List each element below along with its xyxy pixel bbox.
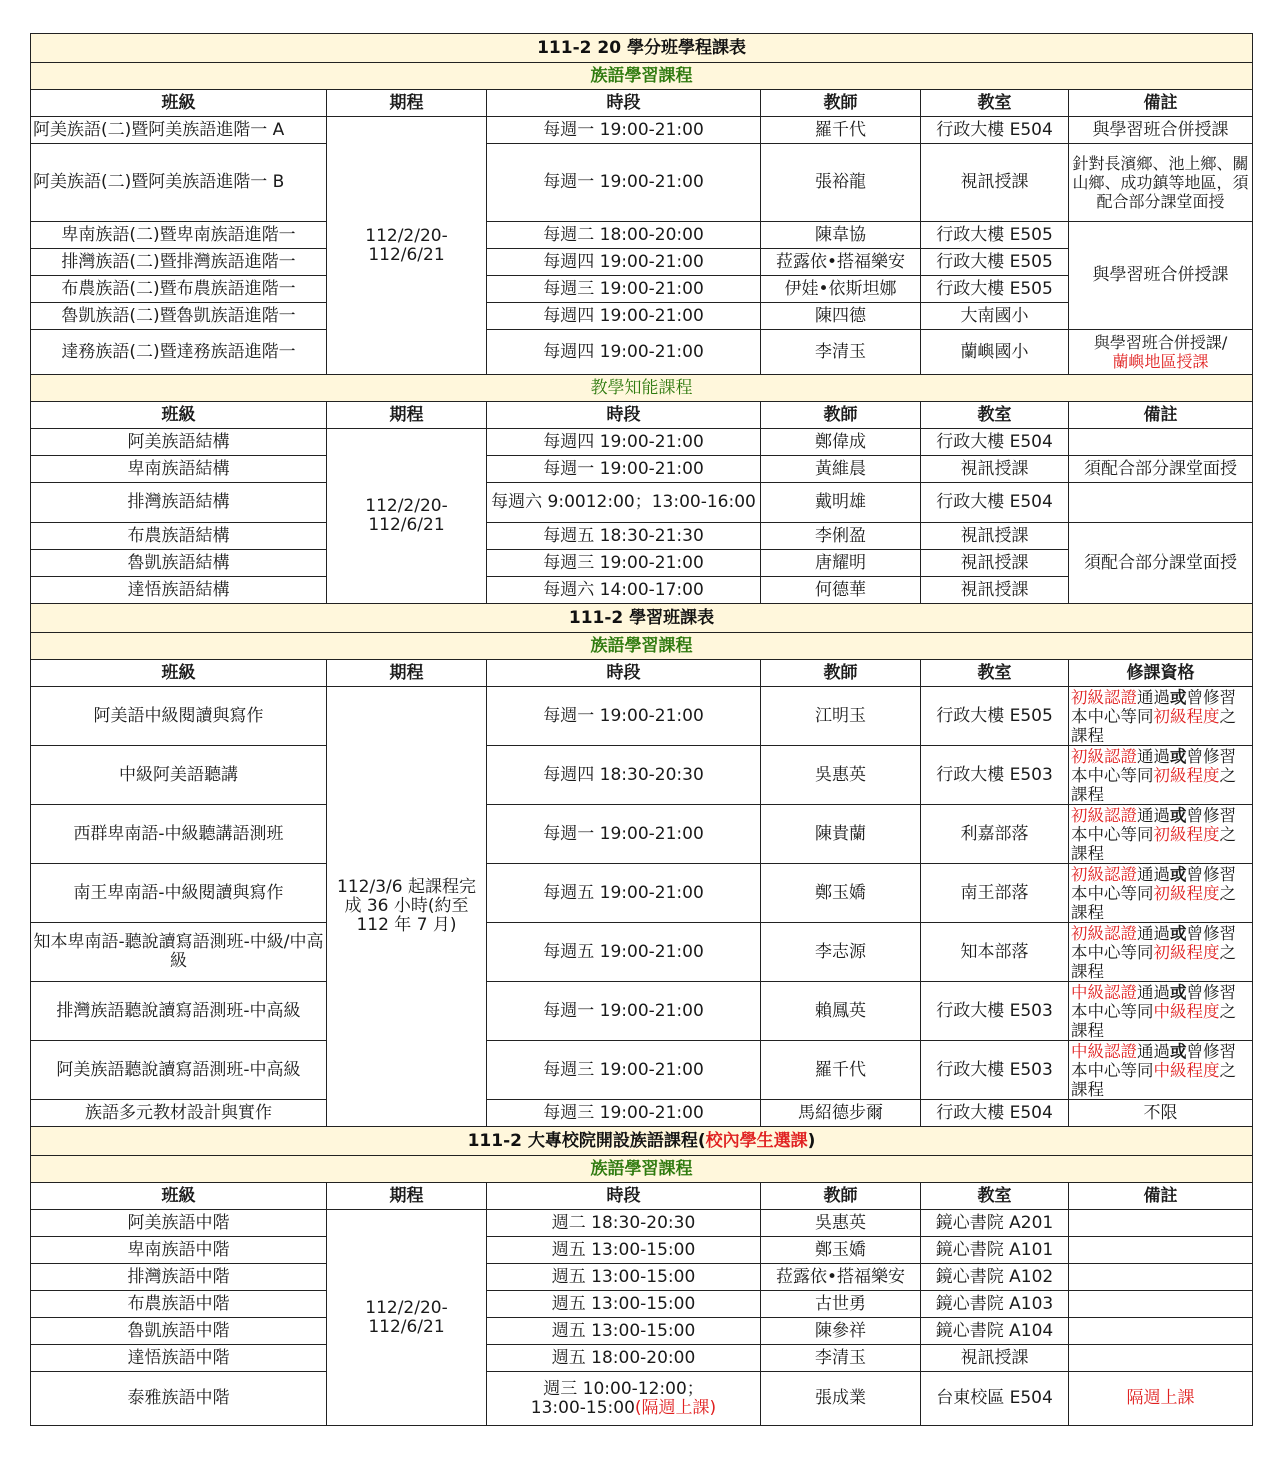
class-name: 排灣族語中階 bbox=[31, 1264, 327, 1291]
qual-or: 或 bbox=[1170, 805, 1187, 825]
room-cell: 行政大樓 E505 bbox=[921, 687, 1069, 746]
table-row bbox=[31, 1264, 1253, 1291]
qual-text: 之課程 bbox=[1071, 765, 1236, 804]
level-cert: 中級認證 bbox=[1071, 1041, 1137, 1061]
note-cell bbox=[1069, 1237, 1253, 1264]
teacher-cell: 李志源 bbox=[761, 923, 921, 982]
level-name: 初級程度 bbox=[1153, 765, 1220, 785]
table-row bbox=[31, 456, 1253, 483]
teacher-cell: 張成業 bbox=[761, 1372, 921, 1426]
table-row bbox=[31, 483, 1253, 523]
qual-or: 或 bbox=[1170, 687, 1187, 707]
room-cell: 視訊授課 bbox=[921, 456, 1069, 483]
class-name: 中級阿美語聽講 bbox=[31, 746, 327, 805]
table-row bbox=[31, 222, 1253, 249]
teacher-cell: 陳四德 bbox=[761, 303, 921, 330]
qual-text: 之課程 bbox=[1071, 706, 1236, 745]
class-name: 阿美族語(二)暨阿美族語進階一 B bbox=[31, 144, 327, 222]
schedule-table bbox=[30, 33, 1253, 1426]
room-cell: 視訊授課 bbox=[921, 523, 1069, 550]
level-name: 中級程度 bbox=[1153, 1001, 1220, 1021]
teacher-cell: 鄭偉成 bbox=[761, 429, 921, 456]
time-cell: 每週五 18:30-21:30 bbox=[487, 523, 761, 550]
room-cell: 南王部落 bbox=[921, 864, 1069, 923]
period-cell: 112/2/20-112/6/21 bbox=[327, 1210, 487, 1426]
note-cell bbox=[1069, 1291, 1253, 1318]
header-time: 時段 bbox=[487, 402, 761, 429]
qualification-cell bbox=[1069, 746, 1253, 805]
room-cell: 大南國小 bbox=[921, 303, 1069, 330]
teacher-cell: 伊娃•依斯坦娜 bbox=[761, 276, 921, 303]
class-name: 南王卑南語-中級閱讀與寫作 bbox=[31, 864, 327, 923]
time-text: 13:00-15:00 bbox=[530, 1397, 635, 1418]
note-cell: 與學習班合併授課 bbox=[1069, 117, 1253, 144]
class-name: 卑南族語中階 bbox=[31, 1237, 327, 1264]
header-teacher: 教師 bbox=[761, 1183, 921, 1210]
qual-text: 曾修習本中心等同 bbox=[1071, 687, 1236, 726]
header-room: 教室 bbox=[921, 402, 1069, 429]
header-time: 時段 bbox=[487, 1183, 761, 1210]
teacher-cell: 李清玉 bbox=[761, 330, 921, 375]
time-cell: 每週四 19:00-21:00 bbox=[487, 303, 761, 330]
teacher-cell: 李清玉 bbox=[761, 1345, 921, 1372]
header-note: 備註 bbox=[1069, 402, 1253, 429]
period-cell: 112/3/6 起課程完成 36 小時(約至 112 年 7 月) bbox=[327, 687, 487, 1127]
time-cell: 每週四 18:30-20:30 bbox=[487, 746, 761, 805]
note-cell: 針對長濱鄉、池上鄉、關山鄉、成功鎮等地區，須配合部分課堂面授 bbox=[1069, 144, 1253, 222]
qual-text: 通過 bbox=[1137, 746, 1170, 766]
merged-note-cell: 須配合部分課堂面授 bbox=[1069, 523, 1253, 604]
table-row bbox=[31, 923, 1253, 982]
teacher-cell: 鄭玉嬌 bbox=[761, 864, 921, 923]
teacher-cell: 陳貴蘭 bbox=[761, 805, 921, 864]
qual-text: 曾修習本中心等同 bbox=[1071, 864, 1236, 903]
qual-text: 通過 bbox=[1137, 982, 1170, 1002]
table-row bbox=[31, 805, 1253, 864]
table-row bbox=[31, 746, 1253, 805]
teacher-cell: 吳惠英 bbox=[761, 1210, 921, 1237]
table-row bbox=[31, 117, 1253, 144]
class-name: 西群卑南語-中級聽講語測班 bbox=[31, 805, 327, 864]
room-cell: 利嘉部落 bbox=[921, 805, 1069, 864]
teacher-cell: 戴明雄 bbox=[761, 483, 921, 523]
table-row bbox=[31, 523, 1253, 550]
room-cell: 鏡心書院 A104 bbox=[921, 1318, 1069, 1345]
class-name: 泰雅族語中階 bbox=[31, 1372, 327, 1426]
teacher-cell: 鄭玉嬌 bbox=[761, 1237, 921, 1264]
teacher-cell: 陳參祥 bbox=[761, 1318, 921, 1345]
section-title-text: 111-2 大專校院開設族語課程( bbox=[467, 1130, 706, 1151]
teacher-cell: 賴鳳英 bbox=[761, 982, 921, 1041]
qual-text: 通過 bbox=[1137, 864, 1170, 884]
category-title: 族語學習課程 bbox=[31, 63, 1253, 90]
teacher-cell: 馬紹德步爾 bbox=[761, 1100, 921, 1127]
class-name: 阿美族語聽說讀寫語測班-中高級 bbox=[31, 1041, 327, 1100]
time-cell: 每週六 9:0012:00；13:00-16:00 bbox=[487, 483, 761, 523]
period-cell: 112/2/20-112/6/21 bbox=[327, 429, 487, 604]
qual-or: 或 bbox=[1170, 982, 1187, 1002]
time-cell bbox=[487, 1372, 761, 1426]
time-cell: 每週一 19:00-21:00 bbox=[487, 117, 761, 144]
header-period: 期程 bbox=[327, 660, 487, 687]
level-name: 初級程度 bbox=[1153, 706, 1220, 726]
time-cell: 每週二 18:00-20:00 bbox=[487, 222, 761, 249]
class-name: 族語多元教材設計與實作 bbox=[31, 1100, 327, 1127]
time-cell: 週五 13:00-15:00 bbox=[487, 1318, 761, 1345]
qual-text: 曾修習本中心等同 bbox=[1071, 1041, 1236, 1080]
header-room: 教室 bbox=[921, 90, 1069, 117]
room-cell: 行政大樓 E504 bbox=[921, 483, 1069, 523]
section-title bbox=[31, 1127, 1253, 1156]
table-row bbox=[31, 864, 1253, 923]
class-name: 卑南族語(二)暨卑南族語進階一 bbox=[31, 222, 327, 249]
teacher-cell: 唐耀明 bbox=[761, 550, 921, 577]
class-name: 排灣族語聽說讀寫語測班-中高級 bbox=[31, 982, 327, 1041]
room-cell: 行政大樓 E505 bbox=[921, 276, 1069, 303]
header-teacher: 教師 bbox=[761, 402, 921, 429]
header-room: 教室 bbox=[921, 660, 1069, 687]
note-cell bbox=[1069, 429, 1253, 456]
qual-or: 或 bbox=[1170, 1041, 1187, 1061]
qual-text: 之課程 bbox=[1071, 942, 1236, 981]
teacher-cell: 菈露依•搭福樂安 bbox=[761, 249, 921, 276]
time-cell: 週二 18:30-20:30 bbox=[487, 1210, 761, 1237]
level-name: 初級程度 bbox=[1153, 942, 1220, 962]
room-cell: 行政大樓 E504 bbox=[921, 1100, 1069, 1127]
qual-text: 之課程 bbox=[1071, 1060, 1236, 1099]
header-class: 班級 bbox=[31, 402, 327, 429]
level-name: 初級程度 bbox=[1153, 824, 1220, 844]
header-period: 期程 bbox=[327, 90, 487, 117]
time-cell: 每週一 19:00-21:00 bbox=[487, 144, 761, 222]
class-name: 排灣族語結構 bbox=[31, 483, 327, 523]
time-cell: 每週六 14:00-17:00 bbox=[487, 577, 761, 604]
level-name: 初級程度 bbox=[1153, 883, 1220, 903]
qual-or: 或 bbox=[1170, 746, 1187, 766]
qual-text: 曾修習本中心等同 bbox=[1071, 982, 1236, 1021]
table-row bbox=[31, 1210, 1253, 1237]
time-cell: 每週四 19:00-21:00 bbox=[487, 249, 761, 276]
teacher-cell: 張裕龍 bbox=[761, 144, 921, 222]
header-period: 期程 bbox=[327, 402, 487, 429]
room-cell: 鏡心書院 A103 bbox=[921, 1291, 1069, 1318]
room-cell: 視訊授課 bbox=[921, 1345, 1069, 1372]
room-cell: 視訊授課 bbox=[921, 144, 1069, 222]
room-cell: 行政大樓 E504 bbox=[921, 429, 1069, 456]
qualification-cell bbox=[1069, 923, 1253, 982]
level-cert: 中級認證 bbox=[1071, 982, 1137, 1002]
room-cell: 鏡心書院 A201 bbox=[921, 1210, 1069, 1237]
qual-text: 曾修習本中心等同 bbox=[1071, 805, 1236, 844]
qualification-cell bbox=[1069, 864, 1253, 923]
qualification-cell bbox=[1069, 805, 1253, 864]
class-name: 布農族語(二)暨布農族語進階一 bbox=[31, 276, 327, 303]
qual-text: 通過 bbox=[1137, 1041, 1170, 1061]
room-cell: 知本部落 bbox=[921, 923, 1069, 982]
time-cell: 週五 13:00-15:00 bbox=[487, 1237, 761, 1264]
teacher-cell: 羅千代 bbox=[761, 1041, 921, 1100]
qual-text: 之課程 bbox=[1071, 1001, 1236, 1040]
table-row bbox=[31, 1100, 1253, 1127]
time-note: (隔週上課) bbox=[634, 1397, 717, 1418]
teacher-cell: 何德華 bbox=[761, 577, 921, 604]
category-title: 族語學習課程 bbox=[31, 633, 1253, 660]
header-class: 班級 bbox=[31, 90, 327, 117]
class-name: 布農族語結構 bbox=[31, 523, 327, 550]
room-cell: 行政大樓 E503 bbox=[921, 1041, 1069, 1100]
time-cell: 每週三 19:00-21:00 bbox=[487, 550, 761, 577]
level-cert: 初級認證 bbox=[1071, 746, 1137, 766]
period-cell: 112/2/20-112/6/21 bbox=[327, 117, 487, 375]
table-row bbox=[31, 687, 1253, 746]
room-cell: 台東校區 E504 bbox=[921, 1372, 1069, 1426]
room-cell: 行政大樓 E503 bbox=[921, 746, 1069, 805]
header-qualification: 修課資格 bbox=[1069, 660, 1253, 687]
note-cell bbox=[1069, 330, 1253, 375]
qual-text: 曾修習本中心等同 bbox=[1071, 923, 1236, 962]
room-cell: 鏡心書院 A101 bbox=[921, 1237, 1069, 1264]
time-text: 週三 10:00-12:00； bbox=[543, 1378, 704, 1399]
class-name: 卑南族語結構 bbox=[31, 456, 327, 483]
teacher-cell: 古世勇 bbox=[761, 1291, 921, 1318]
room-cell: 行政大樓 E503 bbox=[921, 982, 1069, 1041]
qual-text: 曾修習本中心等同 bbox=[1071, 746, 1236, 785]
room-cell: 視訊授課 bbox=[921, 550, 1069, 577]
section-title: 111-2 20 學分班學程課表 bbox=[31, 34, 1253, 63]
teacher-cell: 陳韋協 bbox=[761, 222, 921, 249]
qual-text: 之課程 bbox=[1071, 824, 1236, 863]
qual-text: 通過 bbox=[1137, 687, 1170, 707]
time-cell: 每週三 19:00-21:00 bbox=[487, 1100, 761, 1127]
section-title: 111-2 學習班課表 bbox=[31, 604, 1253, 633]
time-cell: 每週一 19:00-21:00 bbox=[487, 982, 761, 1041]
teacher-cell: 吳惠英 bbox=[761, 746, 921, 805]
time-cell: 每週一 19:00-21:00 bbox=[487, 687, 761, 746]
time-cell: 每週一 19:00-21:00 bbox=[487, 456, 761, 483]
section-title-highlight: 校內學生選課 bbox=[705, 1130, 808, 1151]
class-name: 達悟族語結構 bbox=[31, 577, 327, 604]
class-name: 布農族語中階 bbox=[31, 1291, 327, 1318]
time-cell: 每週一 19:00-21:00 bbox=[487, 805, 761, 864]
note-cell: 隔週上課 bbox=[1069, 1372, 1253, 1426]
note-cell bbox=[1069, 1345, 1253, 1372]
class-name: 阿美族語結構 bbox=[31, 429, 327, 456]
class-name: 達務族語(二)暨達務族語進階一 bbox=[31, 330, 327, 375]
table-row bbox=[31, 1345, 1253, 1372]
table-row bbox=[31, 1372, 1253, 1426]
class-name: 阿美族語中階 bbox=[31, 1210, 327, 1237]
room-cell: 行政大樓 E504 bbox=[921, 117, 1069, 144]
level-name: 中級程度 bbox=[1153, 1060, 1220, 1080]
room-cell: 蘭嶼國小 bbox=[921, 330, 1069, 375]
table-row bbox=[31, 429, 1253, 456]
time-cell: 每週五 19:00-21:00 bbox=[487, 864, 761, 923]
header-class: 班級 bbox=[31, 660, 327, 687]
qualification-cell bbox=[1069, 1041, 1253, 1100]
class-name: 知本卑南語-聽說讀寫語測班-中級/中高級 bbox=[31, 923, 327, 982]
level-cert: 初級認證 bbox=[1071, 687, 1137, 707]
merged-note-cell: 與學習班合併授課 bbox=[1069, 222, 1253, 330]
teacher-cell: 李俐盈 bbox=[761, 523, 921, 550]
room-cell: 鏡心書院 A102 bbox=[921, 1264, 1069, 1291]
header-time: 時段 bbox=[487, 660, 761, 687]
qualification-cell: 不限 bbox=[1069, 1100, 1253, 1127]
time-cell: 每週四 19:00-21:00 bbox=[487, 330, 761, 375]
time-cell: 每週三 19:00-21:00 bbox=[487, 276, 761, 303]
teacher-cell: 江明玉 bbox=[761, 687, 921, 746]
table-row bbox=[31, 982, 1253, 1041]
teacher-cell: 菈露依•搭福樂安 bbox=[761, 1264, 921, 1291]
room-cell: 行政大樓 E505 bbox=[921, 249, 1069, 276]
header-teacher: 教師 bbox=[761, 660, 921, 687]
class-name: 魯凱族語中階 bbox=[31, 1318, 327, 1345]
qualification-cell bbox=[1069, 982, 1253, 1041]
category-title: 教學知能課程 bbox=[31, 375, 1253, 402]
note-cell bbox=[1069, 1210, 1253, 1237]
table-row bbox=[31, 1237, 1253, 1264]
qual-or: 或 bbox=[1170, 923, 1187, 943]
class-name: 魯凱族語結構 bbox=[31, 550, 327, 577]
level-cert: 初級認證 bbox=[1071, 864, 1137, 884]
category-title: 族語學習課程 bbox=[31, 1156, 1253, 1183]
header-note: 備註 bbox=[1069, 90, 1253, 117]
level-cert: 初級認證 bbox=[1071, 805, 1137, 825]
class-name: 達悟族語中階 bbox=[31, 1345, 327, 1372]
class-name: 阿美族語(二)暨阿美族語進階一 A bbox=[31, 117, 327, 144]
time-cell: 每週四 19:00-21:00 bbox=[487, 429, 761, 456]
time-cell: 每週三 19:00-21:00 bbox=[487, 1041, 761, 1100]
table-row bbox=[31, 1041, 1253, 1100]
section-title-text: ) bbox=[807, 1130, 816, 1151]
room-cell: 行政大樓 E505 bbox=[921, 222, 1069, 249]
note-cell bbox=[1069, 1264, 1253, 1291]
time-cell: 週五 13:00-15:00 bbox=[487, 1264, 761, 1291]
table-row bbox=[31, 1318, 1253, 1345]
note-cell: 須配合部分課堂面授 bbox=[1069, 456, 1253, 483]
class-name: 排灣族語(二)暨排灣族語進階一 bbox=[31, 249, 327, 276]
qual-text: 之課程 bbox=[1071, 883, 1236, 922]
table-row bbox=[31, 1291, 1253, 1318]
level-cert: 初級認證 bbox=[1071, 923, 1137, 943]
class-name: 阿美語中級閱讀與寫作 bbox=[31, 687, 327, 746]
header-teacher: 教師 bbox=[761, 90, 921, 117]
room-cell: 視訊授課 bbox=[921, 577, 1069, 604]
table-row bbox=[31, 144, 1253, 222]
teacher-cell: 黃維晨 bbox=[761, 456, 921, 483]
time-cell: 每週五 19:00-21:00 bbox=[487, 923, 761, 982]
note-cell bbox=[1069, 483, 1253, 523]
teacher-cell: 羅千代 bbox=[761, 117, 921, 144]
qual-text: 通過 bbox=[1137, 805, 1170, 825]
table-row bbox=[31, 330, 1253, 375]
header-note: 備註 bbox=[1069, 1183, 1253, 1210]
class-name: 魯凱族語(二)暨魯凱族語進階一 bbox=[31, 303, 327, 330]
qualification-cell bbox=[1069, 687, 1253, 746]
time-cell: 週五 18:00-20:00 bbox=[487, 1345, 761, 1372]
qual-text: 通過 bbox=[1137, 923, 1170, 943]
qual-or: 或 bbox=[1170, 864, 1187, 884]
time-cell: 週五 13:00-15:00 bbox=[487, 1291, 761, 1318]
header-time: 時段 bbox=[487, 90, 761, 117]
header-class: 班級 bbox=[31, 1183, 327, 1210]
note-highlight: 蘭嶼地區授課 bbox=[1112, 352, 1209, 371]
header-period: 期程 bbox=[327, 1183, 487, 1210]
note-text: 與學習班合併授課/ bbox=[1093, 333, 1228, 352]
note-cell bbox=[1069, 1318, 1253, 1345]
header-room: 教室 bbox=[921, 1183, 1069, 1210]
